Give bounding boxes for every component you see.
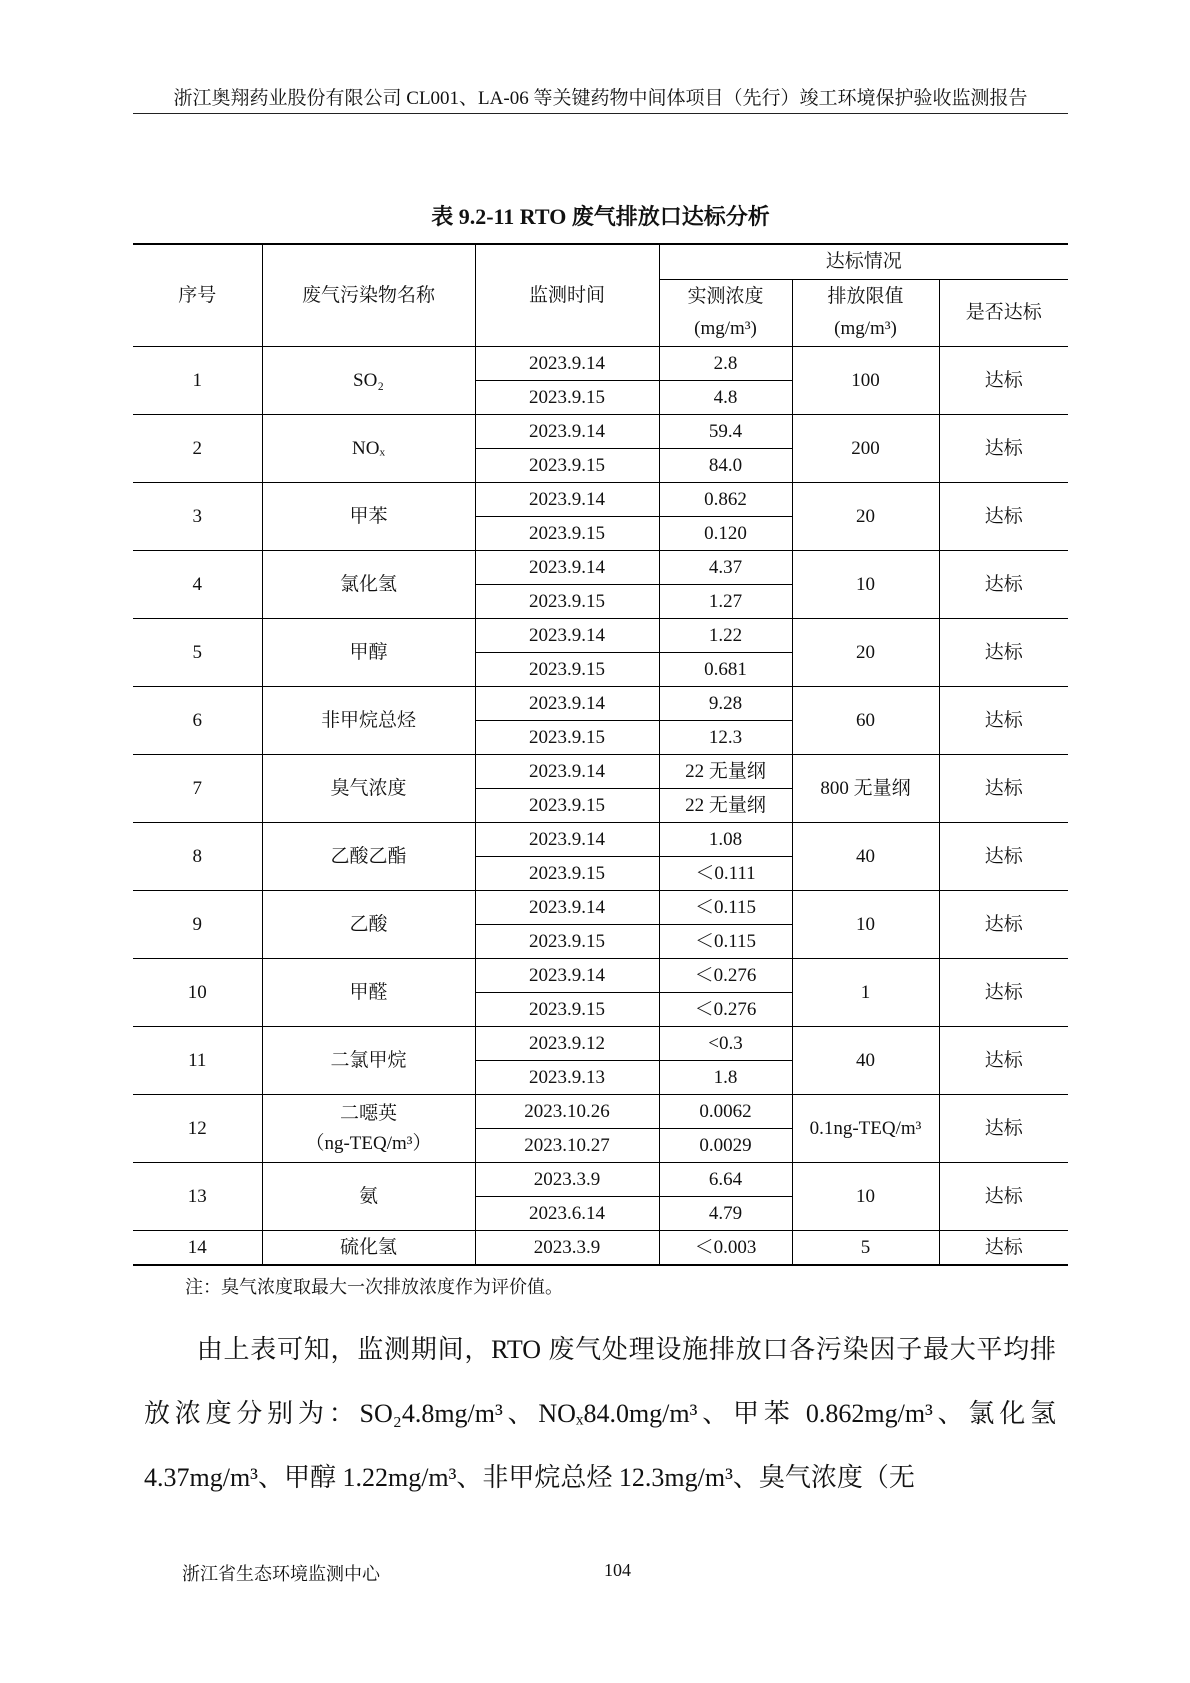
row-compliance-result: 达标 (939, 823, 1068, 891)
row-emission-limit: 800 无量纲 (792, 755, 939, 823)
body-paragraph-text: 由上表可知，监测期间，RTO 废气处理设施排放口各污染因子最大平均排放浓度分别为：SO₂4.8mg/m³、NOₓ84.0mg/m³、甲苯 0.862mg/m³、氯化氢 4.37mg/m³、甲醇 1.22mg/m³、非甲烷总烃 12.3mg/m³、臭气浓度（无 (144, 1335, 1056, 1492)
row-monitor-date: 2023.9.14 (475, 755, 659, 789)
row-seq: 2 (133, 415, 262, 483)
table-row (133, 415, 1068, 449)
row-monitor-date: 2023.9.14 (475, 415, 659, 449)
row-pollutant-name: 甲醛 (262, 959, 475, 1027)
row-seq: 11 (133, 1027, 262, 1095)
table-row (133, 891, 1068, 925)
row-emission-limit: 20 (792, 619, 939, 687)
row-measured-value: 1.22 (659, 619, 792, 653)
table-row (133, 347, 1068, 381)
row-monitor-date: 2023.9.13 (475, 1061, 659, 1095)
row-monitor-date: 2023.9.15 (475, 993, 659, 1027)
table-row (133, 687, 1068, 721)
header-limit (792, 280, 939, 347)
row-measured-value: 22 无量纲 (659, 755, 792, 789)
row-monitor-date: 2023.9.14 (475, 551, 659, 585)
header-compliant: 是否达标 (939, 280, 1068, 347)
row-pollutant-name-line1: 二噁英 (339, 1102, 397, 1124)
row-pollutant-name: 氯化氢 (262, 551, 475, 619)
row-emission-limit: 200 (792, 415, 939, 483)
row-monitor-date: 2023.9.14 (475, 687, 659, 721)
row-compliance-result: 达标 (939, 687, 1068, 755)
table-row (133, 483, 1068, 517)
row-monitor-date: 2023.9.14 (475, 959, 659, 993)
row-compliance-result: 达标 (939, 483, 1068, 551)
header-limit-unit: (mg/m³) (834, 318, 897, 339)
row-compliance-result: 达标 (939, 347, 1068, 415)
compliance-table (133, 243, 1068, 1266)
footer-organization: 浙江省生态环境监测中心 (182, 1564, 380, 1584)
row-monitor-date: 2023.9.14 (475, 483, 659, 517)
row-compliance-result: 达标 (939, 619, 1068, 687)
row-pollutant-name: 二氯甲烷 (262, 1027, 475, 1095)
row-compliance-result: 达标 (939, 755, 1068, 823)
row-measured-value: <0.3 (659, 1027, 792, 1061)
row-seq: 5 (133, 619, 262, 687)
table-row (133, 619, 1068, 653)
body-paragraph (144, 1318, 1056, 1510)
row-pollutant-name: 甲醇 (262, 619, 475, 687)
row-seq: 13 (133, 1163, 262, 1231)
row-monitor-date: 2023.9.15 (475, 585, 659, 619)
row-seq: 9 (133, 891, 262, 959)
table-row (133, 1231, 1068, 1266)
row-measured-value: 0.862 (659, 483, 792, 517)
row-seq: 10 (133, 959, 262, 1027)
row-pollutant-name: SO₂ (262, 347, 475, 415)
header-monitor-time: 监测时间 (475, 244, 659, 347)
row-emission-limit: 5 (792, 1231, 939, 1266)
header-measured (659, 280, 792, 347)
row-compliance-result: 达标 (939, 551, 1068, 619)
row-pollutant-name (262, 1095, 475, 1163)
row-compliance-result: 达标 (939, 1095, 1068, 1163)
row-emission-limit: 1 (792, 959, 939, 1027)
header-limit-label: 排放限值 (827, 286, 904, 307)
row-measured-value: ＜0.276 (659, 993, 792, 1027)
row-pollutant-name-line2: （ng-TEQ/m³） (305, 1132, 432, 1154)
row-measured-value: 9.28 (659, 687, 792, 721)
table-note: 注：臭气浓度取最大一次排放浓度作为评价值。 (185, 1277, 563, 1297)
row-monitor-date: 2023.9.14 (475, 347, 659, 381)
row-monitor-date: 2023.9.14 (475, 619, 659, 653)
row-measured-value: ＜0.276 (659, 959, 792, 993)
row-compliance-result: 达标 (939, 1163, 1068, 1231)
row-measured-value: 0.120 (659, 517, 792, 551)
row-seq: 3 (133, 483, 262, 551)
row-emission-limit: 0.1ng-TEQ/m³ (792, 1095, 939, 1163)
row-pollutant-name: 硫化氢 (262, 1231, 475, 1266)
row-compliance-result: 达标 (939, 1231, 1068, 1266)
row-monitor-date: 2023.10.26 (475, 1095, 659, 1129)
row-monitor-date: 2023.9.12 (475, 1027, 659, 1061)
row-pollutant-name: 氨 (262, 1163, 475, 1231)
row-monitor-date: 2023.9.15 (475, 653, 659, 687)
header-seq: 序号 (133, 244, 262, 347)
row-measured-value: 1.8 (659, 1061, 792, 1095)
row-measured-value: 0.0062 (659, 1095, 792, 1129)
row-emission-limit: 40 (792, 823, 939, 891)
row-monitor-date: 2023.9.15 (475, 517, 659, 551)
table-row (133, 1163, 1068, 1197)
row-monitor-date: 2023.9.15 (475, 857, 659, 891)
table-row (133, 823, 1068, 857)
row-measured-value: 1.08 (659, 823, 792, 857)
table-row (133, 551, 1068, 585)
row-seq: 1 (133, 347, 262, 415)
header-measured-label: 实测浓度 (687, 286, 764, 307)
row-seq: 14 (133, 1231, 262, 1266)
row-emission-limit: 60 (792, 687, 939, 755)
row-measured-value: 84.0 (659, 449, 792, 483)
table-row (133, 959, 1068, 993)
table-row (133, 755, 1068, 789)
row-emission-limit: 100 (792, 347, 939, 415)
row-pollutant-name: 乙酸乙酯 (262, 823, 475, 891)
row-monitor-date: 2023.3.9 (475, 1231, 659, 1266)
row-seq: 6 (133, 687, 262, 755)
row-measured-value: 4.8 (659, 381, 792, 415)
row-monitor-date: 2023.9.15 (475, 789, 659, 823)
row-monitor-date: 2023.3.9 (475, 1163, 659, 1197)
table-row (133, 1095, 1068, 1129)
row-measured-value: 1.27 (659, 585, 792, 619)
row-measured-value: 12.3 (659, 721, 792, 755)
table-body (133, 347, 1068, 1266)
row-monitor-date: 2023.9.14 (475, 823, 659, 857)
row-measured-value: ＜0.111 (659, 857, 792, 891)
row-monitor-date: 2023.6.14 (475, 1197, 659, 1231)
header-measured-unit: (mg/m³) (694, 318, 757, 339)
row-monitor-date: 2023.9.15 (475, 721, 659, 755)
row-measured-value: ＜0.003 (659, 1231, 792, 1266)
row-measured-value: 6.64 (659, 1163, 792, 1197)
row-seq: 8 (133, 823, 262, 891)
row-seq: 12 (133, 1095, 262, 1163)
row-compliance-result: 达标 (939, 415, 1068, 483)
row-pollutant-name: 乙酸 (262, 891, 475, 959)
row-compliance-result: 达标 (939, 1027, 1068, 1095)
row-emission-limit: 10 (792, 551, 939, 619)
row-pollutant-name: 非甲烷总烃 (262, 687, 475, 755)
header-rule (133, 113, 1068, 114)
row-seq: 4 (133, 551, 262, 619)
row-pollutant-name: 臭气浓度 (262, 755, 475, 823)
header-compliance-group: 达标情况 (659, 244, 1068, 280)
row-measured-value: 0.681 (659, 653, 792, 687)
row-measured-value: 4.37 (659, 551, 792, 585)
row-compliance-result: 达标 (939, 891, 1068, 959)
row-seq: 7 (133, 755, 262, 823)
row-measured-value: 22 无量纲 (659, 789, 792, 823)
header-pollutant-name: 废气污染物名称 (262, 244, 475, 347)
row-monitor-date: 2023.9.15 (475, 449, 659, 483)
row-measured-value: 2.8 (659, 347, 792, 381)
row-pollutant-name: NOₓ (262, 415, 475, 483)
row-pollutant-name: 甲苯 (262, 483, 475, 551)
row-measured-value: 0.0029 (659, 1129, 792, 1163)
row-measured-value: ＜0.115 (659, 891, 792, 925)
row-emission-limit: 20 (792, 483, 939, 551)
row-monitor-date: 2023.9.14 (475, 891, 659, 925)
row-measured-value: 59.4 (659, 415, 792, 449)
row-monitor-date: 2023.9.15 (475, 925, 659, 959)
report-header: 浙江奥翔药业股份有限公司 CL001、LA-06 等关键药物中间体项目（先行）竣工环境保护验收监测报告 (173, 88, 1028, 109)
row-measured-value: 4.79 (659, 1197, 792, 1231)
row-monitor-date: 2023.9.15 (475, 381, 659, 415)
row-monitor-date: 2023.10.27 (475, 1129, 659, 1163)
row-emission-limit: 40 (792, 1027, 939, 1095)
row-measured-value: ＜0.115 (659, 925, 792, 959)
row-emission-limit: 10 (792, 1163, 939, 1231)
table-title: 表 9.2-11 RTO 废气排放口达标分析 (431, 204, 770, 229)
table-row (133, 1027, 1068, 1061)
page-number: 104 (604, 1560, 631, 1580)
row-emission-limit: 10 (792, 891, 939, 959)
row-compliance-result: 达标 (939, 959, 1068, 1027)
